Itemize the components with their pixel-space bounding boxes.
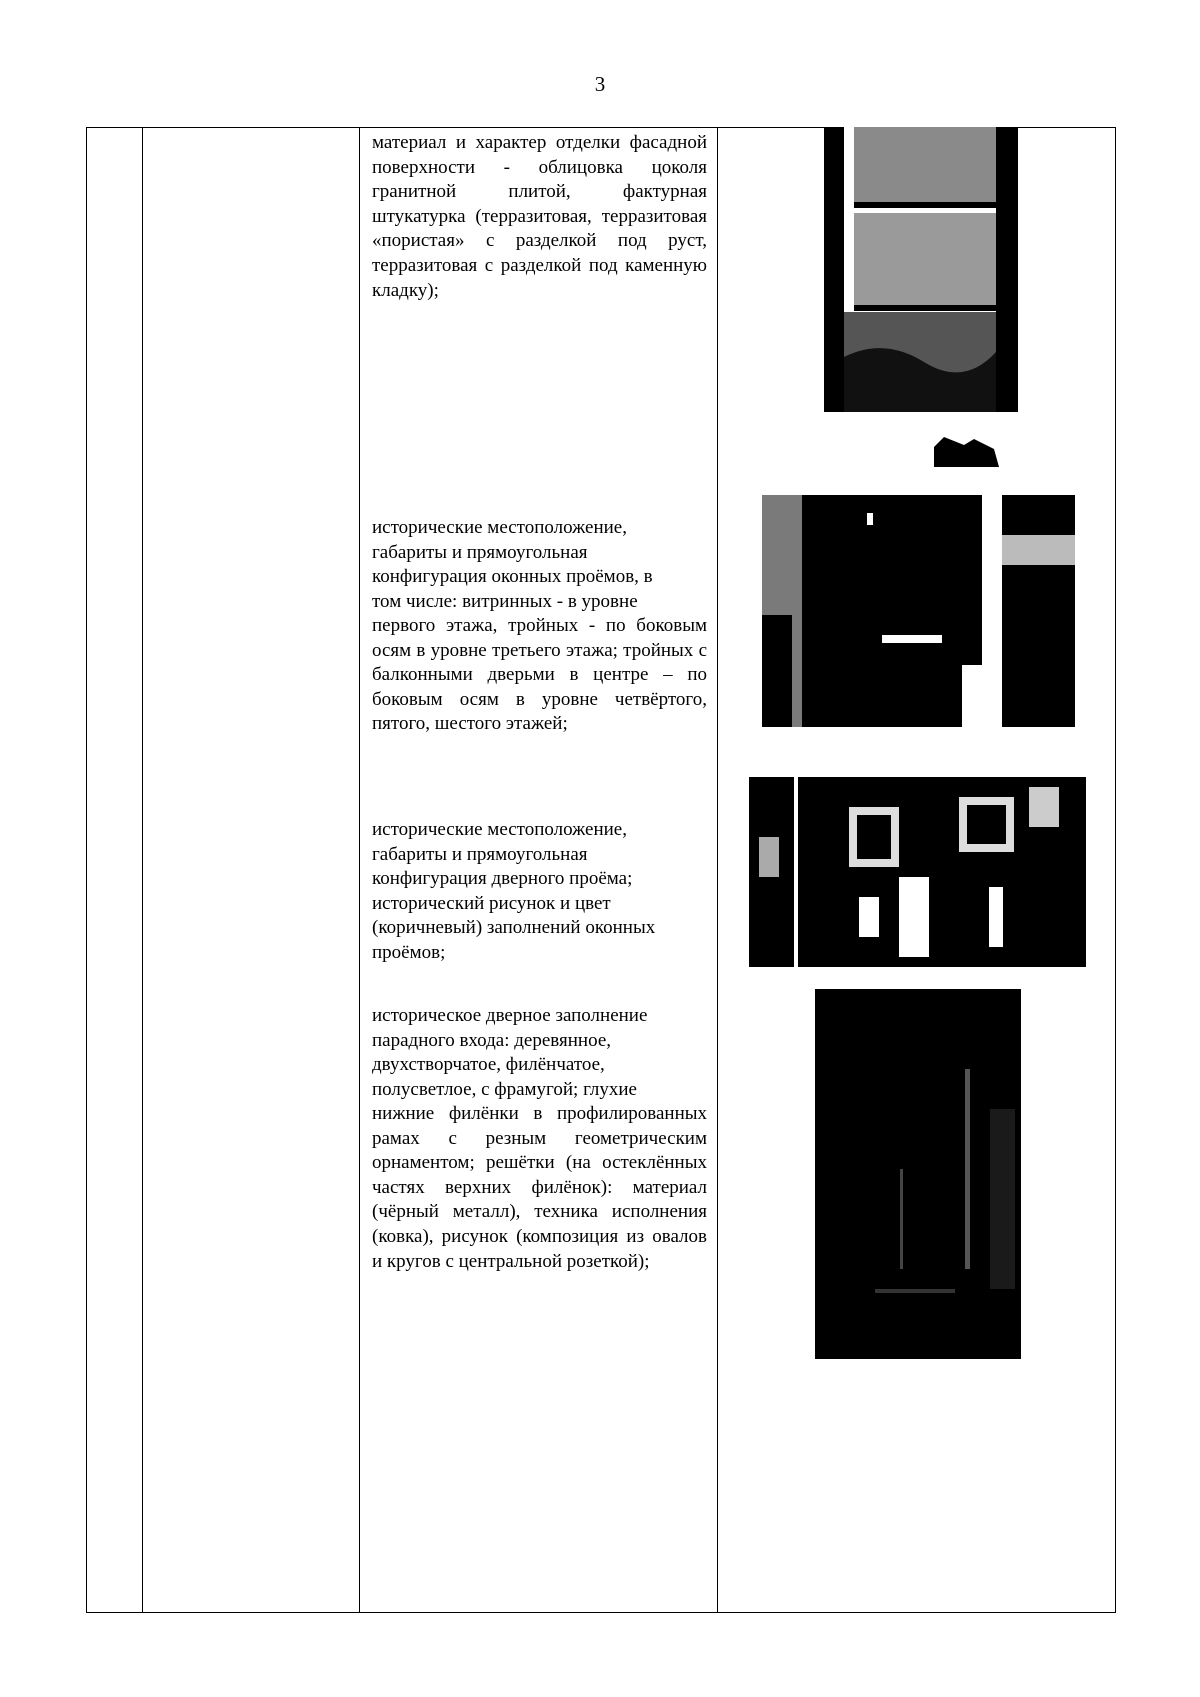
text-block-1: материал и характер отделки фасадной поверхности - облицовка цоколя гранитной плитой, фактурная штукатурка (терразитовая, терразитовая «пористая» с разделкой под руст, терразитовая с разделкой под каменную кладку); (372, 132, 707, 301)
facade-windows-photo (749, 777, 1086, 967)
text-line: исторические местоположение, (372, 517, 627, 538)
text-line: габариты и прямоугольная (372, 541, 588, 563)
entrance-door-photo (815, 989, 1021, 1359)
text-block-2-lines (372, 516, 707, 614)
page-number: 3 (594, 72, 606, 96)
text-line: двухстворчатое, филёнчатое, (372, 1054, 605, 1076)
text-line: конфигурация оконных проёмов, в (372, 566, 653, 588)
text-line: полусветлое, с фрамугой; глухие (372, 1078, 637, 1100)
text-block-4-rest: нижние филёнки в профилированных рамах с резным геометрическим орнаментом; решётки (на остеклённых частях верхних филёнок): материал (чёрный металл), техника исполнения (ковка), рисунок (композиция из овалов и кругов с центральной розеткой); (372, 1103, 707, 1272)
column-divider-2 (359, 128, 360, 1612)
text-line: (коричневый) заполнений оконных (372, 917, 656, 939)
text-block-3-lines (372, 818, 707, 966)
column-divider-1 (142, 128, 143, 1612)
text-line: исторический рисунок и цвет (372, 892, 611, 914)
text-block-4-lines (372, 1004, 707, 1102)
column-divider-3 (717, 128, 718, 1612)
text-line: габариты и прямоугольная (372, 843, 588, 865)
text-line: парадного входа: деревянное, (372, 1029, 612, 1051)
content-table (86, 127, 1116, 1613)
granite-plinth-photo (824, 127, 1018, 471)
text-line: проёмов; (372, 941, 446, 963)
text-block-2-rest: первого этажа, тройных - по боковым осям в уровне третьего этажа; тройных с балконными дверьми в центре – по боковым осям в уровне четвёртого, пятого, шестого этажей; (372, 615, 707, 735)
text-line: том числе: витринных - в уровне (372, 590, 638, 612)
text-line: исторические местоположение, (372, 819, 627, 840)
text-line: конфигурация дверного проёма; (372, 868, 633, 890)
window-openings-photo (762, 495, 1075, 727)
text-line: историческое дверное заполнение (372, 1005, 648, 1026)
